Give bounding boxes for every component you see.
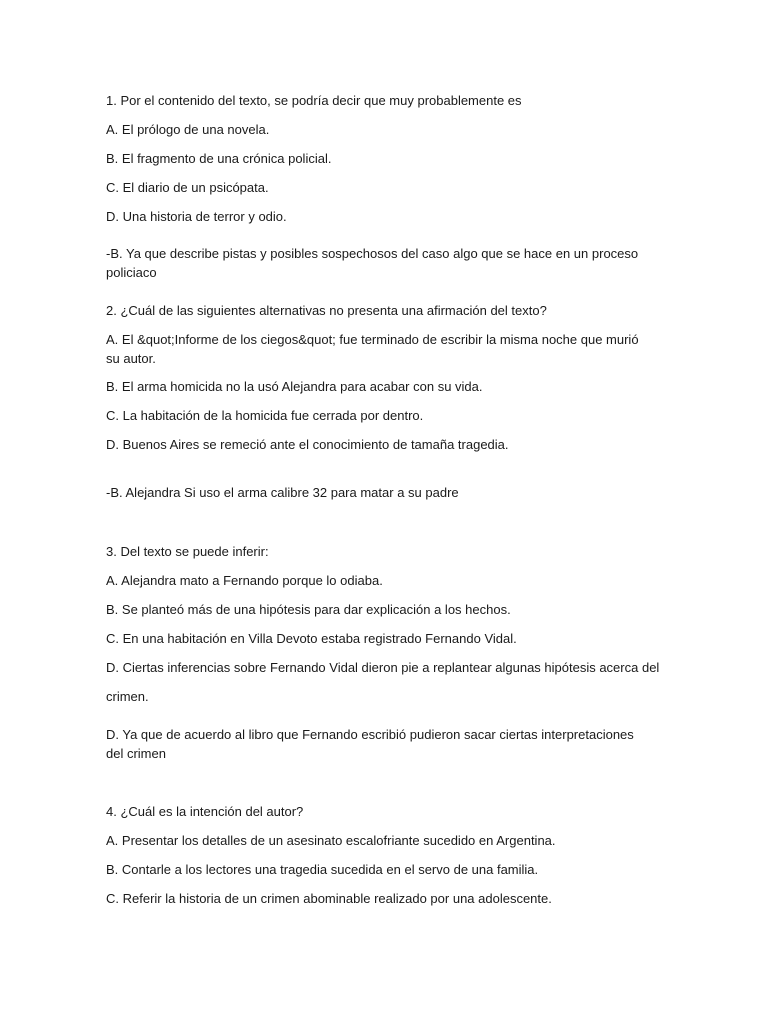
question-3-text: 3. Del texto se puede inferir:	[106, 544, 269, 559]
question-3-option-b: B. Se planteó más de una hipótesis para dar explicación a los hechos.	[106, 602, 511, 617]
question-2-option-a: A. El &quot;Informe de los ciegos&quot; fue terminado de escribir la misma noche que murió su autor.	[106, 332, 639, 366]
question-4-option-b: B. Contarle a los lectores una tragedia sucedida en el servo de una familia.	[106, 862, 539, 877]
question-3-option-d-continued: crimen.	[106, 689, 149, 704]
question-1-option-c: C. El diario de un psicópata.	[106, 180, 269, 195]
question-1-text: 1. Por el contenido del texto, se podría decir que muy probablemente es	[106, 93, 522, 108]
question-3-option-d: D. Ciertas inferencias sobre Fernando Vidal dieron pie a replantear algunas hipótesis acerca del	[106, 660, 660, 675]
question-2-option-b: B. El arma homicida no la usó Alejandra para acabar con su vida.	[106, 379, 483, 394]
question-3-option-a: A. Alejandra mato a Fernando porque lo odiaba.	[106, 573, 383, 588]
question-1-option-b: B. El fragmento de una crónica policial.	[106, 151, 332, 166]
question-1-option-d: D. Una historia de terror y odio.	[106, 209, 287, 224]
question-1-answer: -B. Ya que describe pistas y posibles sospechosos del caso algo que se hace en un proceso policiaco	[106, 246, 639, 280]
question-4-option-c: C. Referir la historia de un crimen abominable realizado por una adolescente.	[106, 891, 552, 906]
question-2-text: 2. ¿Cuál de las siguientes alternativas no presenta una afirmación del texto?	[106, 303, 547, 318]
question-1-option-a: A. El prólogo de una novela.	[106, 122, 270, 137]
question-4-text: 4. ¿Cuál es la intención del autor?	[106, 804, 304, 819]
question-4-option-a: A. Presentar los detalles de un asesinato escalofriante sucedido en Argentina.	[106, 833, 556, 848]
question-2-answer: -B. Alejandra Si uso el arma calibre 32 para matar a su padre	[106, 485, 459, 500]
question-2-option-d: D. Buenos Aires se remeció ante el conocimiento de tamaña tragedia.	[106, 437, 509, 452]
question-3-answer: D. Ya que de acuerdo al libro que Fernando escribió pudieron sacar ciertas interpretaciones del crimen	[106, 727, 634, 761]
question-2-option-c: C. La habitación de la homicida fue cerrada por dentro.	[106, 408, 424, 423]
question-3-option-c: C. En una habitación en Villa Devoto estaba registrado Fernando Vidal.	[106, 631, 517, 646]
